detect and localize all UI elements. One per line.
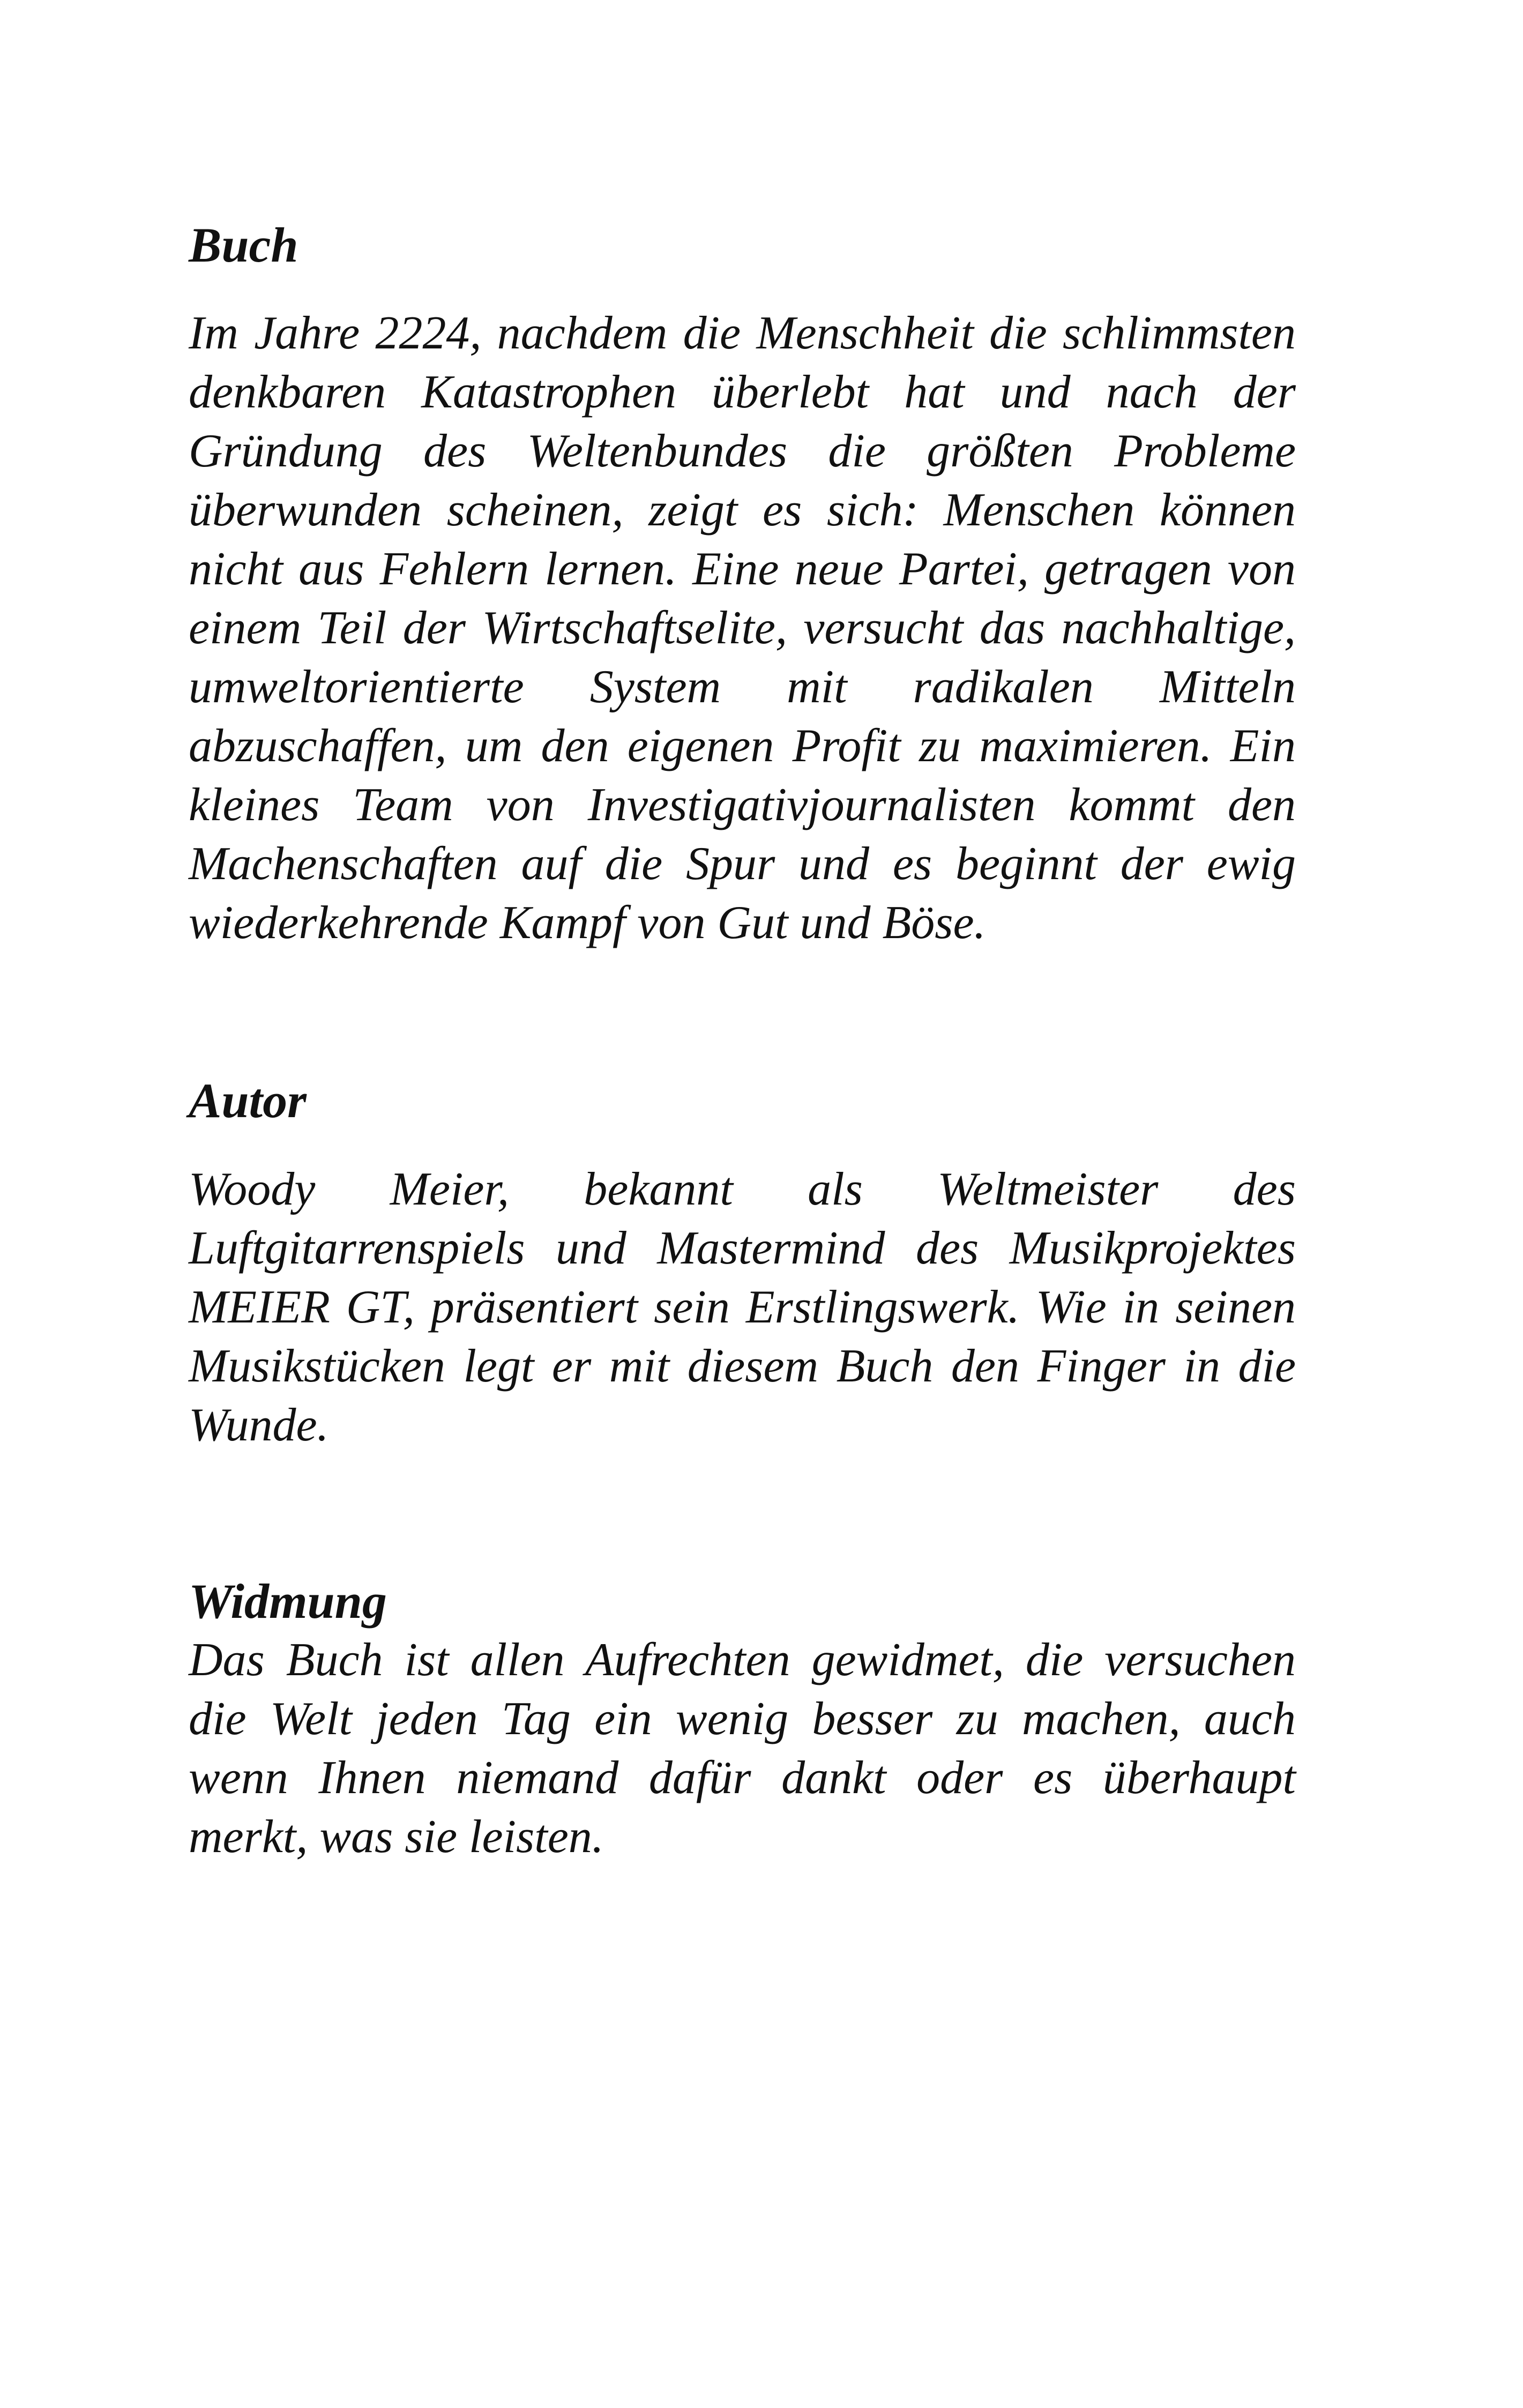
section-text-widmung: Das Buch ist allen Aufrechten gewidmet, die versuchen die Welt jeden Tag ein wenig besser zu machen, auch wenn Ihnen niemand dafür dankt oder es überhaupt merkt, was sie leisten.	[189, 1634, 1296, 1863]
section-autor	[189, 1071, 1296, 1455]
section-heading-autor: Autor	[189, 1073, 307, 1128]
section-text-autor: Woody Meier, bekannt als Weltmeister des Luftgitarrenspiels und Mastermind des Musikprojektes MEIER GT, präsentiert sein Erstlingswerk. Wie in seinen Musikstücken legt er mit diesem Buch den Finger in die Wunde.	[189, 1163, 1296, 1451]
section-heading-widmung: Widmung	[189, 1574, 387, 1629]
section-text-buch: Im Jahre 2224, nachdem die Menschheit die schlimmsten denkbaren Katastrophen überlebt hat und nach der Gründung des Weltenbundes die größten Probleme überwunden scheinen, zeigt es sich: Menschen können nicht aus Fehlern lernen. Eine neue Partei, getragen von einem Teil der Wirtschaftselite, versucht das nachhaltige, umweltorientierte System mit radikalen Mitteln abzuschaffen, um den eigenen Profit zu maximieren. Ein kleines Team von Investigativjournalisten kommt den Machenschaften auf die Spur und es beginnt der ewig wiederkehrende Kampf von Gut und Böse.	[189, 307, 1296, 949]
section-widmung	[189, 1572, 1296, 1867]
section-buch	[189, 215, 1296, 953]
section-heading-buch: Buch	[189, 218, 298, 272]
